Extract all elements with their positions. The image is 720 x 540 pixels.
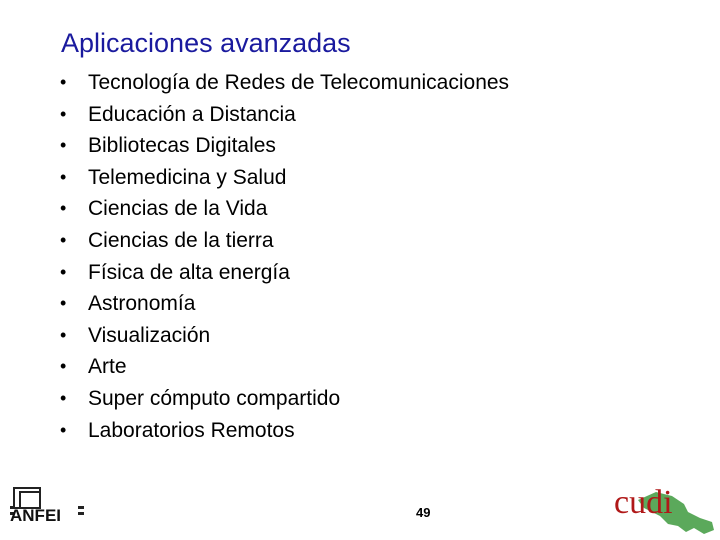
list-item bbox=[60, 257, 509, 289]
list-item bbox=[60, 67, 509, 99]
list-item bbox=[60, 99, 509, 131]
bullet-icon: • bbox=[60, 72, 67, 92]
list-item-text: Telemedicina y Salud bbox=[88, 165, 287, 189]
list-item-text: Tecnología de Redes de Telecomunicaciones bbox=[88, 71, 510, 94]
list-item bbox=[60, 162, 509, 194]
bullet-icon: • bbox=[60, 261, 67, 282]
list-item bbox=[60, 193, 509, 225]
bullet-icon: • bbox=[60, 166, 67, 187]
list-item-text: Ciencias de la Vida bbox=[88, 197, 268, 221]
page-number: 49 bbox=[416, 505, 431, 520]
list-item bbox=[60, 288, 509, 320]
cudi-logo-text: cudi bbox=[614, 484, 673, 521]
slide-title: Aplicaciones avanzadas bbox=[61, 28, 351, 58]
bullet-icon: • bbox=[60, 356, 67, 377]
list-item bbox=[60, 351, 509, 383]
bullet-icon: • bbox=[60, 419, 67, 440]
bullet-icon: • bbox=[60, 387, 67, 408]
list-item-text: Física de alta energía bbox=[88, 260, 290, 284]
list-item-text: Educación a Distancia bbox=[88, 102, 296, 126]
list-item bbox=[60, 130, 509, 162]
bullet-list bbox=[60, 67, 509, 446]
list-item-text: Super cómputo compartido bbox=[88, 386, 341, 410]
bullet-icon: • bbox=[60, 103, 67, 124]
anfei-logo-text: ANFEI bbox=[10, 506, 61, 525]
bullet-icon: • bbox=[60, 229, 67, 250]
bullet-icon: • bbox=[60, 324, 67, 345]
bullet-icon: • bbox=[60, 198, 67, 219]
list-item-text: Astronomía bbox=[88, 292, 196, 316]
bullet-icon: • bbox=[60, 293, 67, 314]
list-item bbox=[60, 225, 509, 257]
list-item-text: Laboratorios Remotos bbox=[88, 418, 295, 442]
list-item-text: Bibliotecas Digitales bbox=[88, 134, 276, 158]
list-item-text: Visualización bbox=[88, 323, 211, 347]
list-item bbox=[60, 320, 509, 352]
bullet-icon: • bbox=[60, 135, 67, 156]
list-item-text: Arte bbox=[88, 355, 127, 379]
list-item-text: Ciencias de la tierra bbox=[88, 228, 274, 252]
list-item bbox=[60, 383, 509, 415]
list-item bbox=[60, 415, 509, 447]
